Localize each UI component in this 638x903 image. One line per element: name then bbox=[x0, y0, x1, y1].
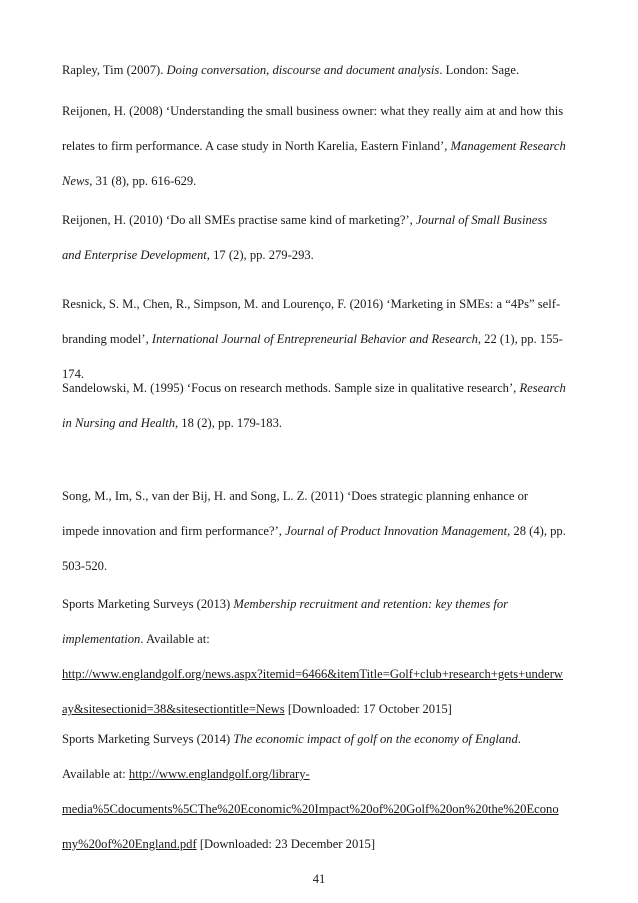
page-number: 41 bbox=[312, 872, 326, 886]
reference-title-italic: in Nursing and Health bbox=[62, 416, 175, 430]
reference-line bbox=[62, 62, 519, 78]
reference-line bbox=[62, 766, 310, 782]
reference-line bbox=[62, 631, 210, 647]
reference-line bbox=[62, 247, 314, 263]
reference-url-link[interactable]: http://www.englandgolf.org/library- bbox=[128, 767, 310, 781]
reference-title-italic: implementation bbox=[62, 632, 141, 646]
reference-text: Song, M., Im, S., van der Bij, H. and Song, L. Z. (2011) ‘Does strategic planning enhance or bbox=[62, 489, 529, 503]
reference-text: Resnick, S. M., Chen, R., Simpson, M. and Lourenço, F. (2016) ‘Marketing in SMEs: a “4Ps” self- bbox=[62, 297, 561, 311]
reference-title-italic: Management Research bbox=[450, 139, 566, 153]
reference-line bbox=[62, 415, 282, 431]
reference-text: branding model’, bbox=[62, 332, 152, 346]
reference-line bbox=[62, 488, 528, 504]
reference-title-italic: and Enterprise Development bbox=[62, 248, 207, 262]
reference-url-link[interactable]: my%20of%20England.pdf bbox=[62, 837, 197, 851]
reference-text: [Downloaded: 17 October 2015] bbox=[284, 702, 452, 716]
reference-line bbox=[62, 523, 566, 539]
reference-text: 174. bbox=[62, 367, 85, 381]
reference-text: relates to firm performance. A case study in North Karelia, Eastern Finland’, bbox=[62, 139, 451, 153]
reference-text: . Available at: bbox=[140, 632, 210, 646]
reference-line bbox=[62, 558, 107, 574]
reference-line bbox=[62, 801, 559, 817]
reference-text: Sports Marketing Surveys (2014) bbox=[62, 732, 234, 746]
reference-line bbox=[62, 173, 196, 189]
reference-text: , 31 (8), pp. 616-629. bbox=[89, 174, 197, 188]
reference-title-italic: Membership recruitment and retention: key themes for bbox=[233, 597, 509, 611]
reference-title-italic: Journal of Product Innovation Management bbox=[285, 524, 508, 538]
reference-text: [Downloaded: 23 December 2015] bbox=[196, 837, 376, 851]
reference-text: 503-520. bbox=[62, 559, 108, 573]
reference-text: , 18 (2), pp. 179-183. bbox=[175, 416, 283, 430]
reference-line bbox=[62, 103, 563, 119]
reference-line bbox=[62, 666, 563, 682]
reference-text: . London: Sage. bbox=[439, 63, 520, 77]
reference-line bbox=[62, 731, 521, 747]
reference-text: Reijonen, H. (2008) ‘Understanding the small business owner: what they really aim at and how this bbox=[62, 104, 564, 118]
reference-line bbox=[62, 296, 560, 312]
reference-line bbox=[62, 701, 452, 717]
reference-text: , 28 (4), pp. bbox=[507, 524, 566, 538]
reference-title-italic: International Journal of Entrepreneurial Behavior and Research bbox=[151, 332, 478, 346]
reference-title-italic: Doing conversation, discourse and document analysis bbox=[166, 63, 440, 77]
reference-text: Rapley, Tim (2007). bbox=[62, 63, 167, 77]
reference-url-link[interactable]: media%5Cdocuments%5CThe%20Economic%20Impact%20of%20Golf%20on%20the%20Econo bbox=[62, 802, 559, 816]
reference-text: , 22 (1), pp. 155- bbox=[477, 332, 563, 346]
reference-text: impede innovation and firm performance?’, bbox=[62, 524, 286, 538]
reference-title-italic: The economic impact of golf on the economy of England bbox=[233, 732, 518, 746]
reference-text: Sandelowski, M. (1995) ‘Focus on research methods. Sample size in qualitative research’, bbox=[62, 381, 520, 395]
reference-text: Reijonen, H. (2010) ‘Do all SMEs practise same kind of marketing?’, bbox=[62, 213, 416, 227]
reference-line bbox=[62, 596, 508, 612]
reference-line bbox=[62, 836, 375, 852]
reference-line bbox=[62, 331, 563, 347]
reference-text: , 17 (2), pp. 279-293. bbox=[206, 248, 314, 262]
reference-text: . bbox=[517, 732, 521, 746]
reference-title-italic: News bbox=[62, 174, 90, 188]
reference-text: Sports Marketing Surveys (2013) bbox=[62, 597, 234, 611]
reference-line bbox=[62, 380, 566, 396]
reference-url-link[interactable]: http://www.englandgolf.org/news.aspx?itemid=6466&itemTitle=Golf+club+research+gets+underw bbox=[62, 667, 564, 681]
reference-title-italic: Journal of Small Business bbox=[415, 213, 548, 227]
reference-url-link[interactable]: ay&sitesectionid=38&sitesectiontitle=News bbox=[62, 702, 285, 716]
reference-text: Available at: bbox=[62, 767, 129, 781]
reference-line bbox=[62, 212, 547, 228]
reference-line bbox=[62, 138, 566, 154]
reference-title-italic: Research bbox=[519, 381, 566, 395]
